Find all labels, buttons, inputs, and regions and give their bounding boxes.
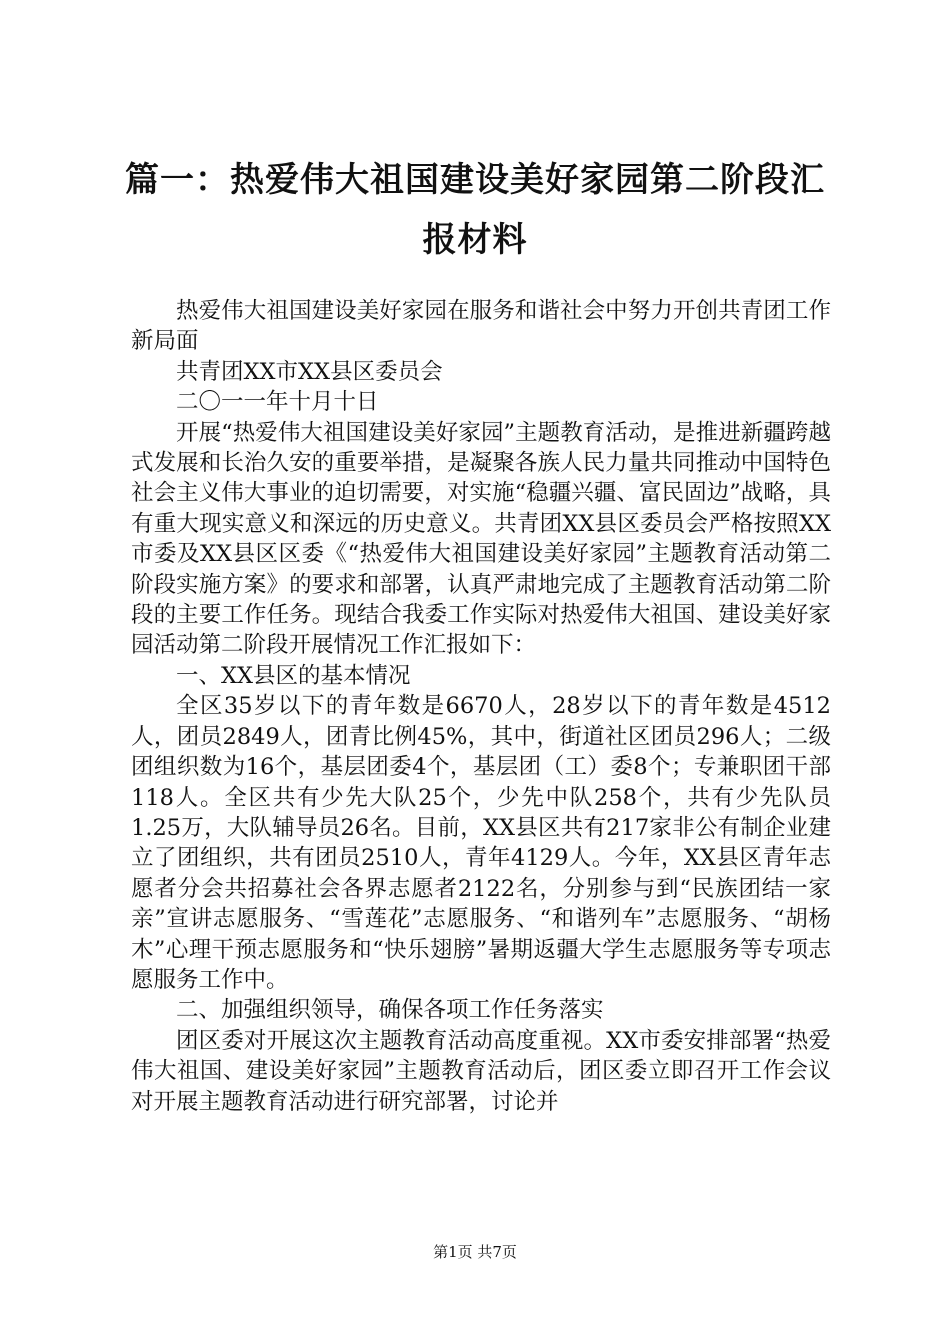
subtitle-paragraph: 热爱伟大祖国建设美好家园在服务和谐社会中努力开创共青团工作新局面	[131, 298, 831, 355]
date-line: 二〇一一年十月十日	[176, 389, 379, 416]
document-title-line-2: 报材料	[422, 220, 528, 260]
organization-line: 共青团XX市XX县区委员会	[176, 358, 443, 385]
document-title-line-1: 篇一：热爱伟大祖国建设美好家园第二阶段汇	[125, 160, 825, 200]
section-heading-1: 一、XX县区的基本情况	[176, 662, 411, 689]
intro-paragraph: 开展“热爱伟大祖国建设美好家园”主题教育活动，是推进新疆跨越式发展和长治久安的重要举措，是凝聚各族人民力量共同推动中国特色社会主义伟大事业的迫切需要，对实施“稳疆兴疆、富民固边”战略，具有重大现实意义和深远的历史意义。共青团XX县区委员会严格按照XX市委及XX县区区委《“热爱伟大祖国建设美好家园”主题教育活动第二阶段实施方案》的要求和部署，认真严肃地完成了主题教育活动第二阶段的主要工作任务。现结合我委工作实际对热爱伟大祖国、建设美好家园活动第二阶段开展情况工作汇报如下：	[131, 419, 831, 659]
document-body	[131, 296, 831, 1117]
page-number-footer: 第1页 共7页	[433, 1243, 517, 1261]
section-heading-2: 二、加强组织领导，确保各项工作任务落实	[176, 997, 604, 1024]
basic-situation-paragraph: 全区35岁以下的青年数是6670人，28岁以下的青年数是4512人，团员2849人，团青比例45%，其中，街道社区团员296人；二级团组织数为16个，基层团委4个，基层团（工）委8个；专兼职团干部118人。全区共有少先大队25个，少先中队258个，共有少先队员1.25万，大队辅导员26名。目前，XX县区共有217家非公有制企业建立了团组织，共有团员2510人，青年4129人。今年，XX县区青年志愿者分会共招募社会各界志愿者2122名，分别参与到“民族团结一家亲”宣讲志愿服务、“雪莲花”志愿服务、“和谐列车”志愿服务、“胡杨木”心理干预志愿服务和“快乐翅膀”暑期返疆大学生志愿服务等专项志愿服务工作中。	[131, 693, 831, 993]
organization-leadership-paragraph: 团区委对开展这次主题教育活动高度重视。XX市委安排部署“热爱伟大祖国、建设美好家园”主题教育活动后，团区委立即召开工作会议对开展主题教育活动进行研究部署，讨论并	[131, 1027, 831, 1115]
